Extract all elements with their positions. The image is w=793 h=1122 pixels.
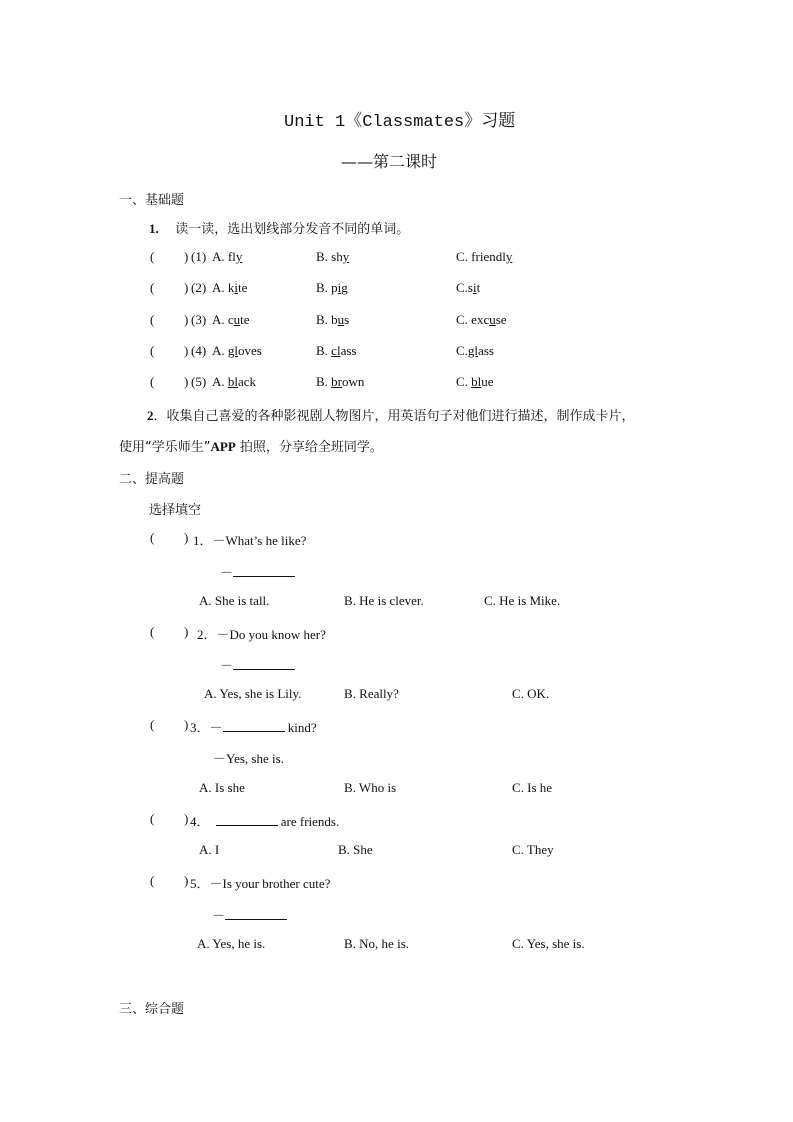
option-b: B. shy — [316, 249, 350, 264]
answer-paren-close: ) — [184, 343, 189, 358]
question-stem: 5．－Is your brother cute? — [190, 876, 331, 891]
page-title: Unit 1《Classmates》习题 — [284, 113, 516, 132]
option-c: C. He is Mike. — [484, 593, 561, 608]
answer-line: －Yes, she is. — [213, 751, 284, 766]
question-1-instruction — [149, 218, 409, 237]
section-heading-comprehensive: 三、综合题 — [119, 1002, 185, 1017]
option-b: B. Really? — [344, 686, 399, 701]
answer-paren-open[interactable]: ( — [150, 530, 155, 545]
item-label: (2) — [191, 280, 207, 295]
option-a: A. gloves — [212, 343, 262, 358]
option-c: C. excuse — [456, 312, 507, 327]
answer-line[interactable]: － — [212, 905, 287, 924]
answer-paren-open[interactable]: ( — [150, 312, 155, 327]
option-c: C.sit — [456, 280, 481, 295]
answer-paren-open[interactable]: ( — [150, 873, 155, 888]
question-2-line1: 2．收集自己喜爱的各种影视剧人物图片，用英语句子对他们进行描述，制作成卡片， — [147, 408, 635, 424]
answer-paren-open[interactable]: ( — [150, 374, 155, 389]
option-c: C. OK. — [512, 686, 550, 701]
question-2-line2: 使用“学乐师生”APP 拍照，分享给全班同学。 — [119, 439, 383, 455]
option-c: C.glass — [456, 343, 494, 358]
option-b: B. He is clever. — [344, 593, 424, 608]
answer-paren-open[interactable]: ( — [150, 624, 155, 639]
section-heading-advanced: 二、提高题 — [119, 472, 185, 487]
answer-line[interactable]: － — [220, 655, 295, 674]
answer-paren-open[interactable]: ( — [150, 717, 155, 732]
option-c: C. Is he — [512, 780, 553, 795]
option-a: A. kite — [212, 280, 248, 295]
question-stem: 1．－What’s he like? — [193, 533, 307, 548]
page-subtitle: ——第二课时 — [341, 152, 438, 171]
option-b: B. Who is — [344, 780, 397, 795]
question-stem: 3．－ kind? — [190, 720, 317, 735]
option-a: A. She is tall. — [199, 593, 270, 608]
item-label: (4) — [191, 343, 207, 358]
subheading-fill-choice: 选择填空 — [149, 503, 202, 518]
fill-blank[interactable] — [216, 815, 278, 826]
option-b: B. class — [316, 343, 357, 358]
question-stem: 2．－Do you know her? — [197, 627, 326, 642]
answer-paren-close: ) — [184, 249, 189, 264]
option-a: A. Is she — [199, 780, 245, 795]
option-c: C. friendly — [456, 249, 513, 264]
answer-paren-close: ) — [184, 312, 189, 327]
answer-line[interactable]: － — [220, 562, 295, 581]
option-a: A. cute — [212, 312, 250, 327]
answer-paren-open[interactable]: ( — [150, 280, 155, 295]
fill-blank[interactable] — [223, 721, 285, 732]
answer-paren-close: ) — [184, 624, 189, 639]
option-a: A. I — [199, 842, 220, 857]
option-b: B. brown — [316, 374, 365, 389]
option-b: B. bus — [316, 312, 350, 327]
section-heading-basic: 一、基础题 — [119, 193, 185, 208]
answer-paren-open[interactable]: ( — [150, 249, 155, 264]
option-c: C. blue — [456, 374, 494, 389]
instruction-text: 读一读，选出划线部分发音不同的单词。 — [175, 222, 410, 237]
question-stem: 4． are friends. — [190, 814, 340, 829]
item-label: (3) — [191, 312, 207, 327]
option-b: B. No, he is. — [344, 936, 409, 951]
option-a: A. fly — [212, 249, 243, 264]
option-b: B. She — [338, 842, 373, 857]
option-b: B. pig — [316, 280, 348, 295]
item-label: (5) — [191, 374, 207, 389]
option-c: C. Yes, she is. — [512, 936, 585, 951]
option-a: A. black — [212, 374, 257, 389]
question-number: 1. — [149, 221, 159, 236]
answer-paren-close: ) — [184, 811, 189, 826]
option-a: A. Yes, she is Lily. — [204, 686, 302, 701]
answer-paren-close: ) — [184, 873, 189, 888]
answer-paren-close: ) — [184, 374, 189, 389]
option-a: A. Yes, he is. — [197, 936, 266, 951]
answer-paren-close: ) — [184, 717, 189, 732]
answer-paren-open[interactable]: ( — [150, 343, 155, 358]
item-label: (1) — [191, 249, 207, 264]
answer-paren-close: ) — [184, 530, 189, 545]
answer-paren-open[interactable]: ( — [150, 811, 155, 826]
option-c: C. They — [512, 842, 554, 857]
answer-paren-close: ) — [184, 280, 189, 295]
